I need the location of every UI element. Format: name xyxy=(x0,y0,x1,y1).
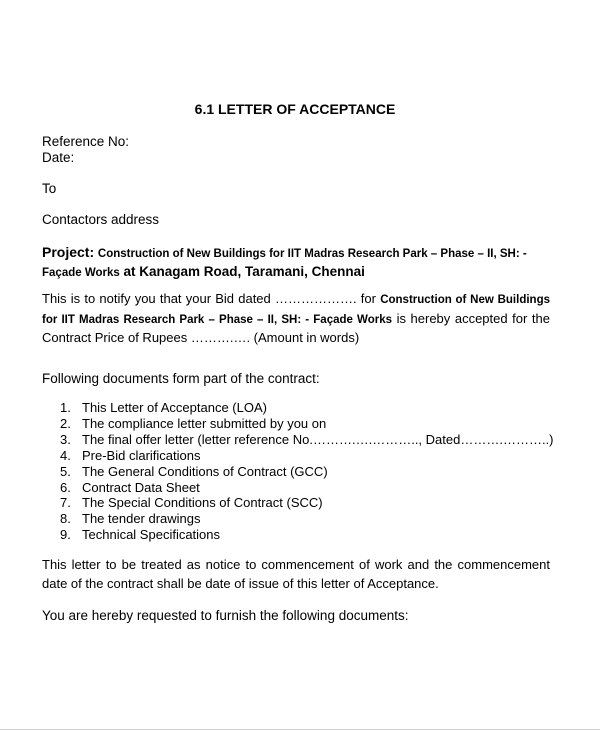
list-text: Technical Specifications xyxy=(82,527,221,543)
list-text: The final offer letter (letter reference No.……….….……….., Dated……….………..) xyxy=(82,431,554,447)
documents-intro: Following documents form part of the contract: xyxy=(42,371,320,386)
list-text: This Letter of Acceptance (LOA) xyxy=(82,400,267,415)
documents-list xyxy=(60,400,554,543)
list-item xyxy=(60,464,554,480)
list-item xyxy=(60,400,554,416)
commencement-paragraph: This letter to be treated as notice to commencement of work and the commencement date of the contract shall be date of issue of this letter of Acceptance. xyxy=(42,557,550,591)
list-text: The General Conditions of Contract (GCC) xyxy=(82,463,328,479)
to-label: To xyxy=(42,181,57,196)
list-text: The Special Conditions of Contract (SCC) xyxy=(82,495,323,511)
list-number: 7. xyxy=(60,495,71,511)
list-number: 8. xyxy=(60,511,71,527)
list-text: The tender drawings xyxy=(82,511,201,527)
page-title: 6.1 LETTER OF ACCEPTANCE xyxy=(194,101,396,117)
list-item xyxy=(60,416,554,432)
date-label: Date: xyxy=(42,150,75,165)
project-label: Project: xyxy=(42,244,95,260)
list-number: 5. xyxy=(60,463,71,479)
address-label: Contactors address xyxy=(42,212,160,227)
list-number: 2. xyxy=(60,415,71,431)
list-item xyxy=(60,448,554,464)
list-number: 1. xyxy=(60,400,71,415)
notify-text-end: is hereby accepted for the Contract Price of Rupees ……….…. (Amount in words) xyxy=(42,310,550,345)
notify-text-start: This is to notify you that your Bid dated ………………. for xyxy=(42,291,376,306)
list-number: 6. xyxy=(60,479,71,495)
list-text: Pre-Bid clarifications xyxy=(82,447,201,463)
list-number: 3. xyxy=(60,431,71,447)
notify-project-name: Construction of New Buildings for IIT Madras Research Park – Phase – II, SH: - Façade Works xyxy=(42,294,550,326)
notify-paragraph xyxy=(42,290,550,348)
list-item xyxy=(60,495,554,511)
list-number: 9. xyxy=(60,527,71,543)
list-number: 4. xyxy=(60,447,71,463)
list-text: Contract Data Sheet xyxy=(82,479,200,495)
project-location: at Kanagam Road, Taramani, Chennai xyxy=(123,264,365,279)
reference-label: Reference No: xyxy=(42,134,130,149)
project-block xyxy=(42,243,552,282)
project-description: Construction of New Buildings for IIT Madras Research Park – Phase – II, SH: - Façade Works xyxy=(42,248,527,279)
list-item xyxy=(60,432,554,448)
list-item xyxy=(60,527,554,543)
furnish-paragraph: You are hereby requested to furnish the following documents: xyxy=(42,608,409,623)
list-item xyxy=(60,480,554,496)
list-text: The compliance letter submitted by you on xyxy=(82,415,327,431)
list-item xyxy=(60,511,554,527)
